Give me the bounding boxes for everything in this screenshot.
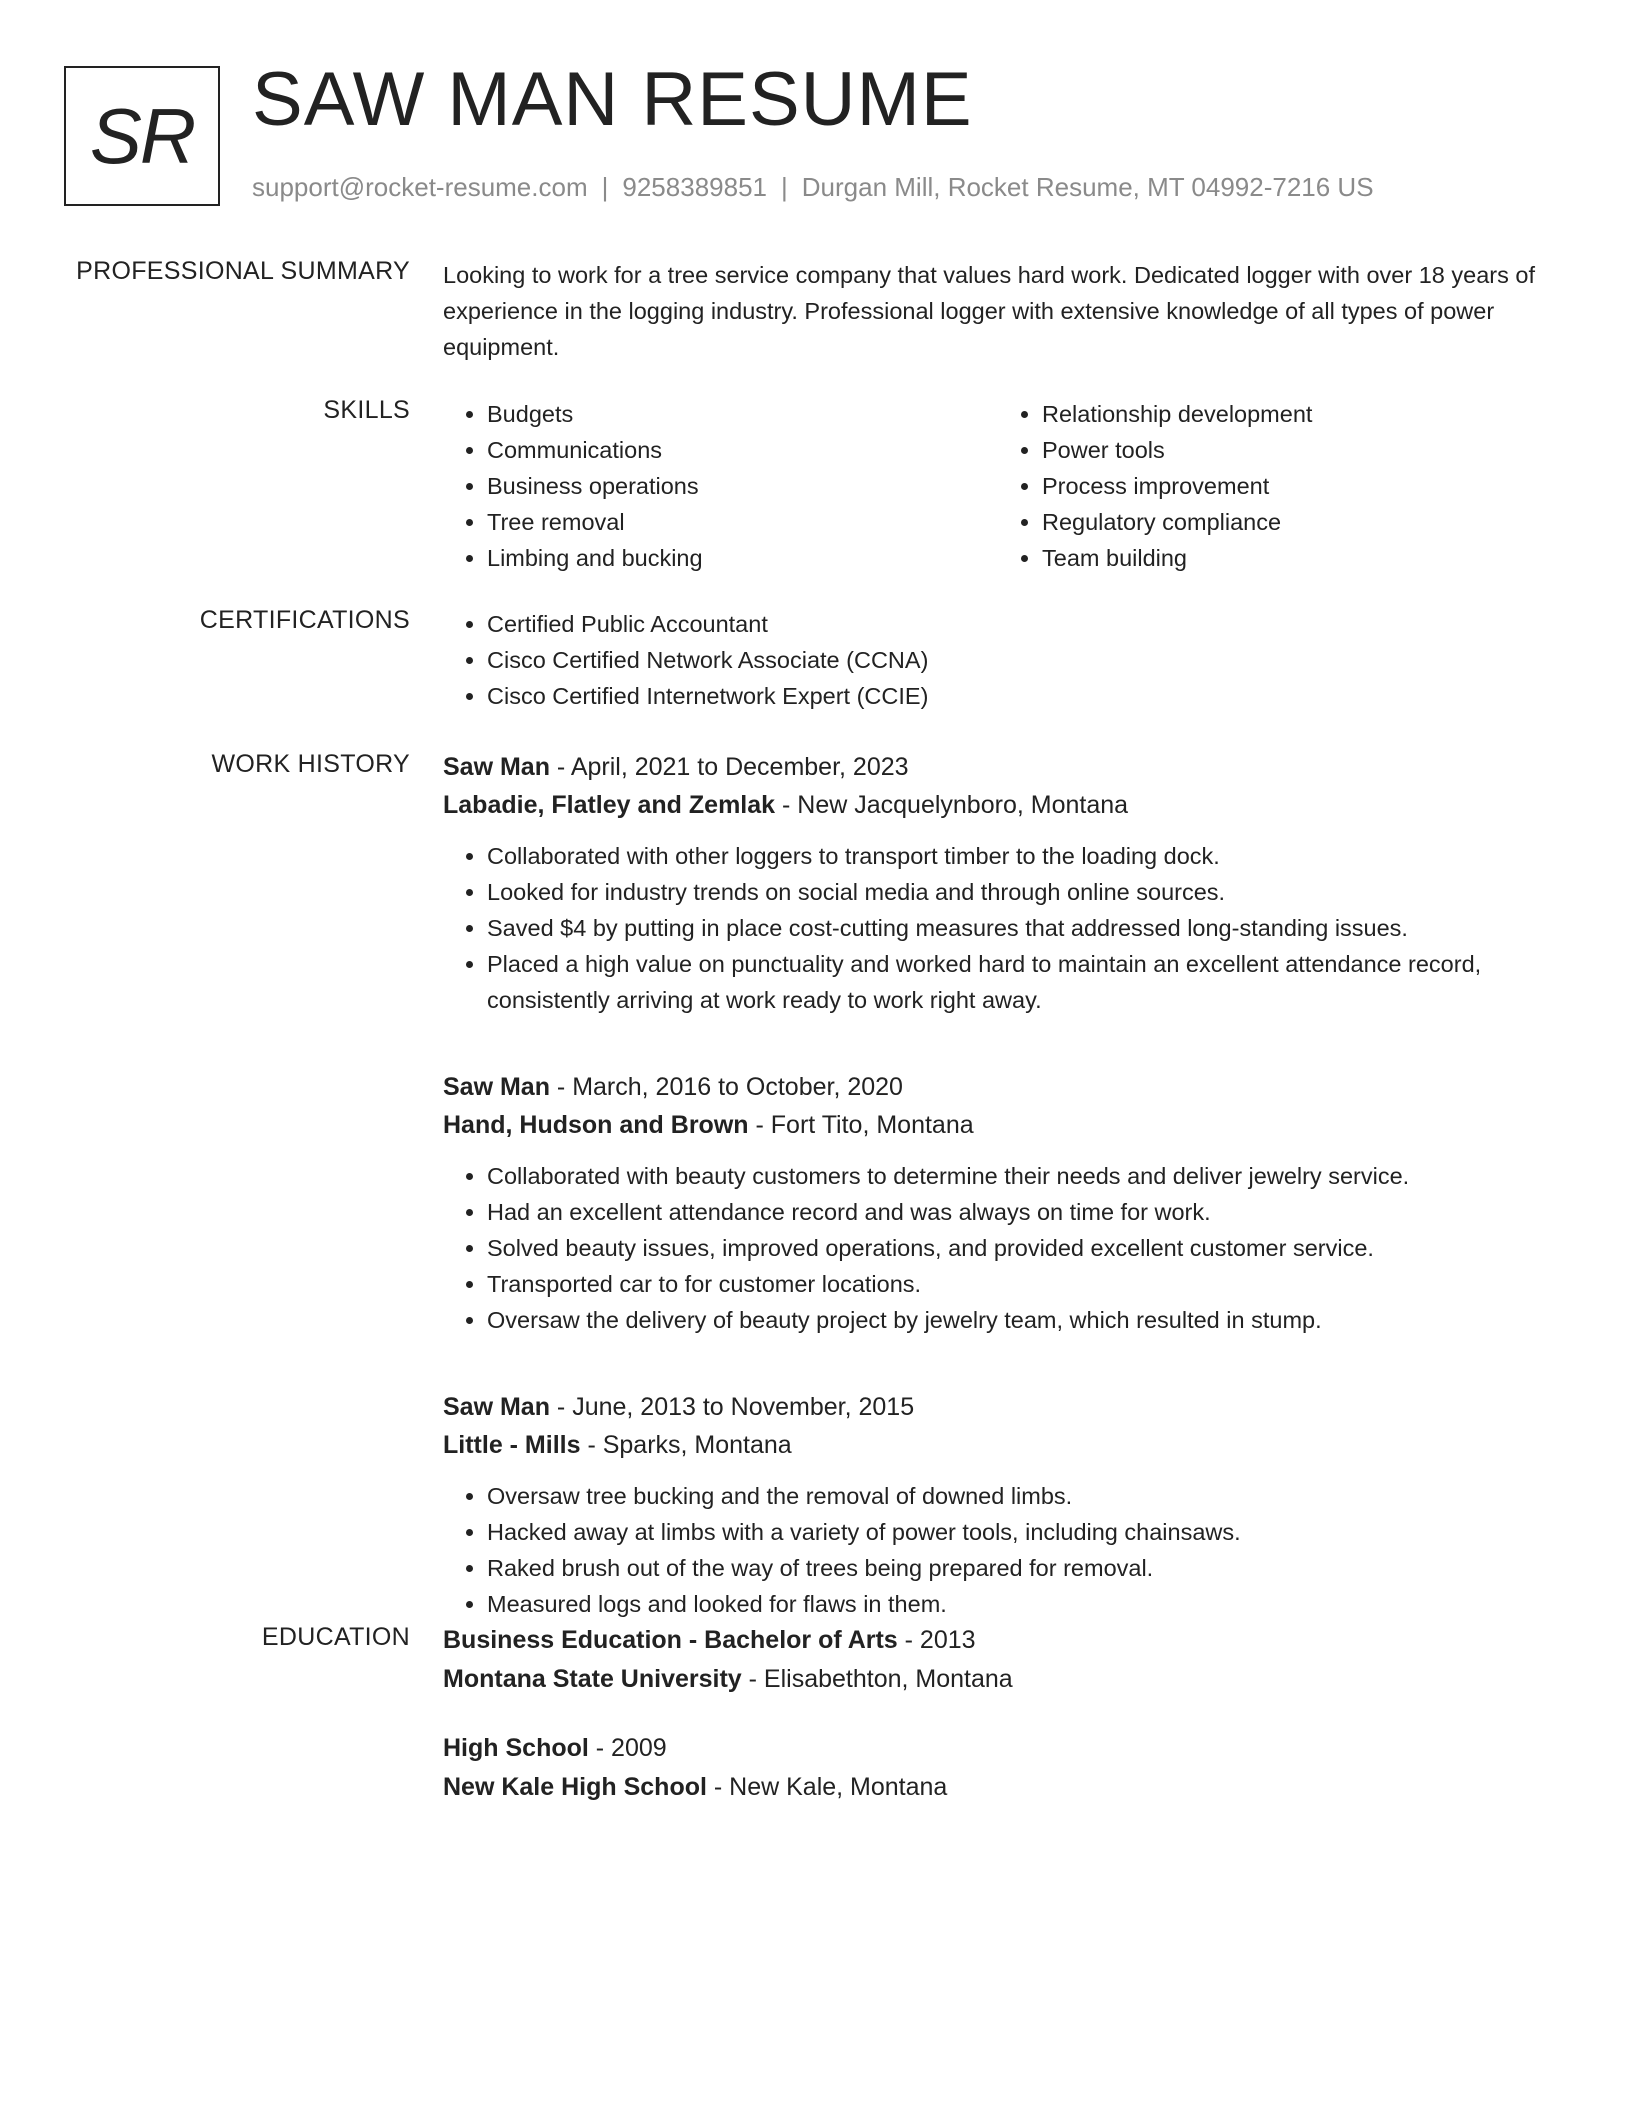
- contact-line: [252, 172, 1374, 203]
- job-bullet: • Measured logs and looked for flaws in them.: [487, 1586, 1553, 1622]
- education-school-line: [443, 1768, 1553, 1807]
- contact-separator: |: [601, 172, 609, 202]
- job-company: Little - Mills: [443, 1431, 581, 1459]
- job-title-line: [443, 1388, 1553, 1426]
- summary-label: PROFESSIONAL SUMMARY: [76, 257, 410, 285]
- job-dates: - June, 2013 to November, 2015: [549, 1393, 915, 1421]
- job-title-line: [443, 1068, 1553, 1106]
- skill-item: • Tree removal: [487, 504, 998, 540]
- job-bullet: • Looked for industry trends on social media and through online sources.: [487, 874, 1553, 910]
- job-location: - Sparks, Montana: [580, 1431, 792, 1459]
- education-location: - New Kale, Montana: [706, 1773, 948, 1801]
- education-degree: Business Education - Bachelor of Arts: [443, 1626, 898, 1654]
- job-title: Saw Man: [443, 1393, 550, 1421]
- skills-list-left: [443, 396, 998, 576]
- skill-item: • Budgets: [487, 396, 998, 432]
- job-bullet: • Oversaw the delivery of beauty project by jewelry team, which resulted in stump.: [487, 1302, 1553, 1338]
- education-school-line: [443, 1660, 1553, 1699]
- skill-item: • Power tools: [1042, 432, 1553, 468]
- job-company-line: [443, 1426, 1553, 1464]
- job-dates: - March, 2016 to October, 2020: [549, 1073, 903, 1101]
- education-body: [443, 1621, 1553, 1807]
- education-degree: High School: [443, 1734, 589, 1762]
- education-degree-line: [443, 1621, 1553, 1660]
- job-company-line: [443, 786, 1553, 824]
- job-company-line: [443, 1106, 1553, 1144]
- summary-body: [443, 257, 1553, 365]
- job-bullet: • Transported car to for customer locations.: [487, 1266, 1553, 1302]
- job-bullet: • Collaborated with beauty customers to determine their needs and deliver jewelry service.: [487, 1158, 1553, 1194]
- contact-phone[interactable]: 9258389851: [622, 172, 767, 202]
- job-entry: [443, 1068, 1553, 1338]
- job-entry: [443, 748, 1553, 1018]
- education-year: - 2009: [588, 1734, 667, 1762]
- certifications-label: CERTIFICATIONS: [199, 606, 410, 634]
- job-bullet: • Had an excellent attendance record and was always on time for work.: [487, 1194, 1553, 1230]
- certification-item: • Certified Public Accountant: [487, 606, 1553, 642]
- skill-item: • Regulatory compliance: [1042, 504, 1553, 540]
- job-bullet: • Solved beauty issues, improved operations, and provided excellent customer service.: [487, 1230, 1553, 1266]
- education-entry: [443, 1729, 1553, 1807]
- summary-text: Looking to work for a tree service company that values hard work. Dedicated logger with over 18 years of experience in the logging industry. Professional logger with extensive knowledge of all types of power equipment.: [443, 262, 1535, 360]
- skill-item: • Relationship development: [1042, 396, 1553, 432]
- job-company: Labadie, Flatley and Zemlak: [443, 791, 776, 819]
- job-location: - New Jacquelynboro, Montana: [775, 791, 1129, 819]
- initials-monogram: SR: [64, 66, 220, 206]
- skill-item: • Team building: [1042, 540, 1553, 576]
- education-school: New Kale High School: [443, 1773, 707, 1801]
- skill-item: • Limbing and bucking: [487, 540, 998, 576]
- job-bullets: [443, 1158, 1553, 1338]
- job-bullet: • Saved $4 by putting in place cost-cutting measures that addressed long-standing issues.: [487, 910, 1553, 946]
- skills-list-right: [998, 396, 1553, 576]
- certifications-list: [443, 606, 1553, 714]
- skill-item: • Communications: [487, 432, 998, 468]
- job-title: Saw Man: [443, 753, 550, 781]
- certification-item: • Cisco Certified Internetwork Expert (CCIE): [487, 678, 1553, 714]
- job-bullet: • Raked brush out of the way of trees being prepared for removal.: [487, 1550, 1553, 1586]
- resume-name: SAW MAN RESUME: [252, 57, 973, 142]
- contact-separator: |: [781, 172, 788, 202]
- job-bullet: • Hacked away at limbs with a variety of power tools, including chainsaws.: [487, 1514, 1553, 1550]
- certification-item: • Cisco Certified Network Associate (CCNA): [487, 642, 1553, 678]
- education-year: - 2013: [897, 1626, 976, 1654]
- education-degree-line: [443, 1729, 1553, 1768]
- job-entry: [443, 1388, 1553, 1622]
- education-location: - Elisabethton, Montana: [741, 1665, 1013, 1693]
- job-bullets: [443, 838, 1553, 1018]
- job-bullet: • Oversaw tree bucking and the removal of downed limbs.: [487, 1478, 1553, 1514]
- job-title: Saw Man: [443, 1073, 550, 1101]
- skill-item: • Process improvement: [1042, 468, 1553, 504]
- job-company: Hand, Hudson and Brown: [443, 1111, 749, 1139]
- work-history-label: WORK HISTORY: [211, 750, 410, 778]
- education-label: EDUCATION: [261, 1623, 410, 1651]
- job-bullets: [443, 1478, 1553, 1622]
- job-location: - Fort Tito, Montana: [748, 1111, 974, 1139]
- contact-address: Durgan Mill, Rocket Resume, MT 04992-7216 US: [801, 172, 1374, 202]
- skills-body: [443, 396, 1553, 576]
- contact-email[interactable]: support@rocket-resume.com: [252, 172, 588, 202]
- skills-label: SKILLS: [323, 396, 410, 424]
- skill-item: • Business operations: [487, 468, 998, 504]
- certifications-body: [443, 606, 1553, 714]
- education-school: Montana State University: [443, 1665, 742, 1693]
- job-bullet: • Collaborated with other loggers to transport timber to the loading dock.: [487, 838, 1553, 874]
- job-title-line: [443, 748, 1553, 786]
- work-history-body: [443, 748, 1553, 1622]
- education-entry: [443, 1621, 1553, 1699]
- job-dates: - April, 2021 to December, 2023: [549, 753, 909, 781]
- job-bullet: • Placed a high value on punctuality and worked hard to maintain an excellent attendance record, consistently arriving at work ready to work right away.: [487, 946, 1553, 1018]
